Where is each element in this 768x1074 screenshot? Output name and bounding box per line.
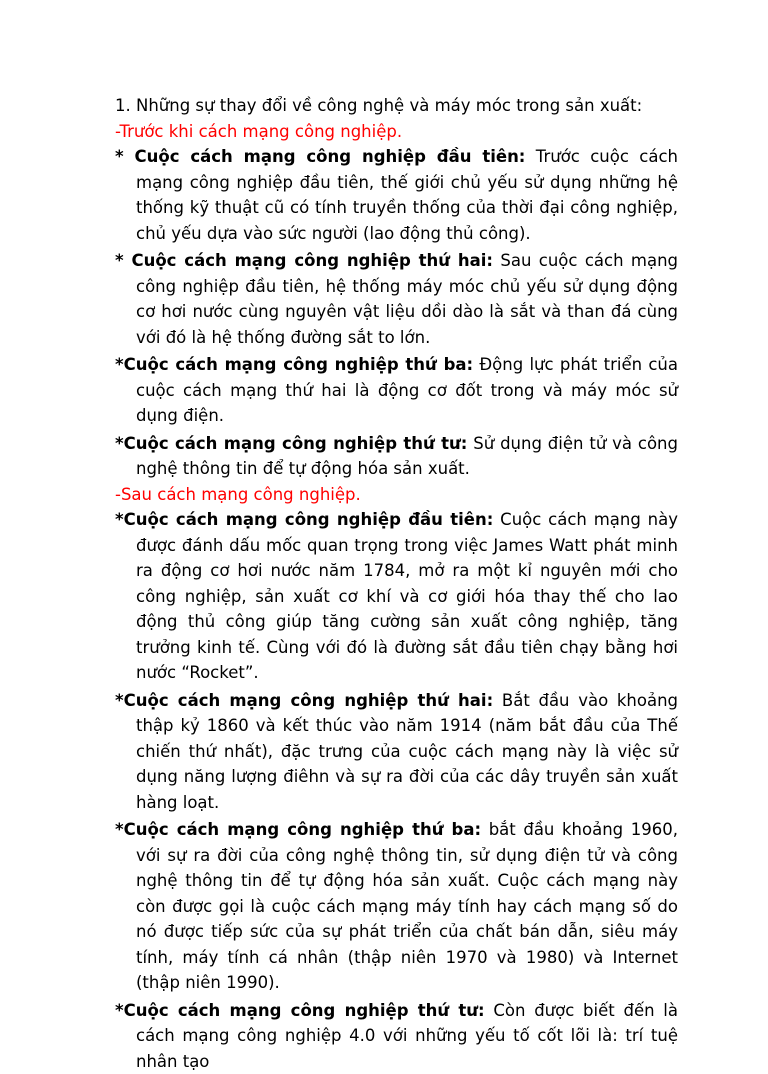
item-text: Cuộc cách mạng này được đánh dấu mốc quan trọng trong việc James Watt phát minh ra động cơ hơi nước năm 1784, mở ra một kỉ nguyên mới cho công nghiệp, sản xuất cơ khí và cơ giới hóa thay thế cho lao động thủ công giúp tăng cường sản xuất công nghiệp, tăng trưởng kinh tế. Cùng với đó là đường sắt đầu tiên chạy bằng hơi nước “Rocket”. [136,510,678,682]
item-label: *Cuộc cách mạng công nghiệp thứ ba: [115,355,473,374]
list-item [115,248,678,350]
item-text: Bắt đầu vào khoảng thập kỷ 1860 và kết thúc vào năm 1914 (năm bắt đầu của Thế chiến thứ nhất), đặc trưng của cuộc cách mạng này là việc sử dụng năng lượng điêhn và sự ra đời của các dây truyền sản xuất hàng loạt. [136,691,678,812]
item-text: Động lực phát triển của cuộc cách mạng thứ hai là động cơ đốt trong và máy móc sử dụng điện. [136,355,678,425]
item-label: *Cuộc cách mạng công nghiệp thứ ba: [115,820,481,839]
list-item [115,352,678,429]
item-label: * Cuộc cách mạng công nghiệp thứ hai: [115,251,493,270]
list-item [115,144,678,246]
list-item [115,431,678,482]
subsection-title-after: -Sau cách mạng công nghiệp. [115,482,678,508]
item-label: *Cuộc cách mạng công nghiệp thứ tư: [115,1001,485,1020]
item-label: *Cuộc cách mạng công nghiệp thứ hai: [115,691,493,710]
subsection-title-before: -Trước khi cách mạng công nghiệp. [115,119,678,145]
item-text: bắt đầu khoảng 1960, với sự ra đời của công nghệ thông tin, sử dụng điện tử và công nghệ thông tin để tự động hóa sản xuất. Cuộc cách mạng này còn được gọi là cuộc cách mạng máy tính hay cách mạng số do nó được tiếp sức của sự phát triển của chất bán dẫn, siêu máy tính, máy tính cá nhân (thập niên 1970 và 1980) và Internet (thập niên 1990). [136,820,678,992]
item-text: Sau cuộc cách mạng công nghiệp đầu tiên, hệ thống máy móc chủ yếu sử dụng động cơ hơi nước cùng nguyên vật liệu dồi dào là sắt và than đá cùng với đó là hệ thống đường sắt to lớn. [136,251,678,347]
item-label: *Cuộc cách mạng công nghiệp thứ tư: [115,434,467,453]
list-item [115,688,678,816]
list-item [115,817,678,996]
item-text: Trước cuộc cách mạng công nghiệp đầu tiên, thế giới chủ yếu sử dụng những hệ thống kỹ thuật cũ có tính truyền thống của thời đại công nghiệp, chủ yếu dựa vào sức người (lao động thủ công). [136,147,678,243]
item-label: *Cuộc cách mạng công nghiệp đầu tiên: [115,510,493,529]
section-heading: 1. Những sự thay đổi về công nghệ và máy móc trong sản xuất: [115,93,678,119]
list-item [115,507,678,686]
list-item [115,998,678,1074]
item-label: * Cuộc cách mạng công nghiệp đầu tiên: [115,147,525,166]
item-text: Sử dụng điện tử và công nghệ thông tin để tự động hóa sản xuất. [136,434,678,479]
item-text: Còn được biết đến là cách mạng công nghiệp 4.0 với những yếu tố cốt lõi là: trí tuệ nhân tạo [136,1001,678,1071]
document-body [115,93,678,1074]
